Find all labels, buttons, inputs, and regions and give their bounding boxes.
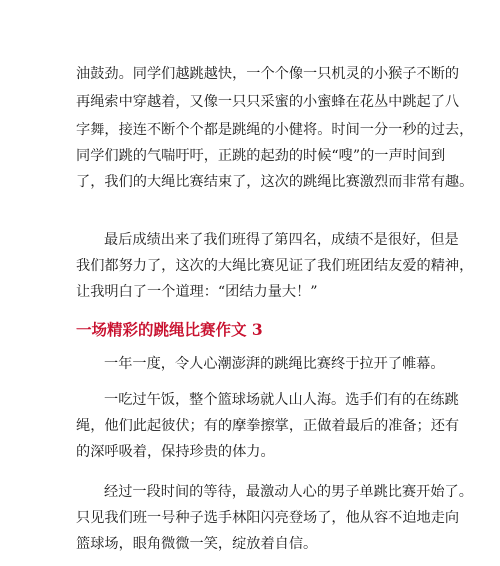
paragraph-2-line-2: 我们都努力了，这次的大绳比赛见证了我们班团结友爱的精神， bbox=[76, 258, 474, 274]
paragraph-5-line-1: 经过一段时间的等待，最激动人心的男子单跳比赛开始了。 bbox=[104, 484, 473, 500]
paragraph-1-line-4: 同学们跳的气喘吁吁，正跳的起劲的时候“嗖”的一声时间到 bbox=[76, 148, 446, 164]
paragraph-4-line-3: 的深呼吸着，保持珍贵的体力。 bbox=[76, 444, 275, 460]
paragraph-1-line-1: 油鼓劲。同学们越跳越快，一个个像一只机灵的小猴子不断的 bbox=[76, 66, 460, 82]
paragraph-1-line-2: 再绳索中穿越着，又像一只只采蜜的小蜜蜂在花丛中跳起了八 bbox=[76, 94, 460, 110]
paragraph-5-line-2: 只见我们班一号种子选手林阳闪亮登场了，他从容不迫地走向 bbox=[76, 510, 460, 526]
paragraph-2-line-1: 最后成绩出来了我们班得了第四名，成绩不是很好，但是 bbox=[104, 232, 459, 248]
paragraph-3-line-1: 一年一度，令人心潮澎湃的跳绳比赛终于拉开了帷幕。 bbox=[104, 356, 445, 372]
section-heading: 一场精彩的跳绳比赛作文 3 bbox=[76, 320, 263, 339]
paragraph-4-line-2: 绳，他们此起彼伏；有的摩拳擦掌，正做着最后的准备；还有 bbox=[76, 418, 460, 434]
paragraph-1-line-5: 了，我们的大绳比赛结束了，这次的跳绳比赛激烈而非常有趣。 bbox=[76, 174, 474, 190]
paragraph-5-line-3: 篮球场，眼角微微一笑，绽放着自信。 bbox=[76, 536, 318, 552]
paragraph-2-line-3: 让我明白了一个道理：“团结力量大！” bbox=[76, 284, 318, 300]
paragraph-1-line-3: 字舞，接连不断个个都是跳绳的小健将。时间一分一秒的过去， bbox=[76, 122, 474, 138]
paragraph-4-line-1: 一吃过午饭，整个篮球场就人山人海。选手们有的在练跳 bbox=[104, 392, 459, 408]
